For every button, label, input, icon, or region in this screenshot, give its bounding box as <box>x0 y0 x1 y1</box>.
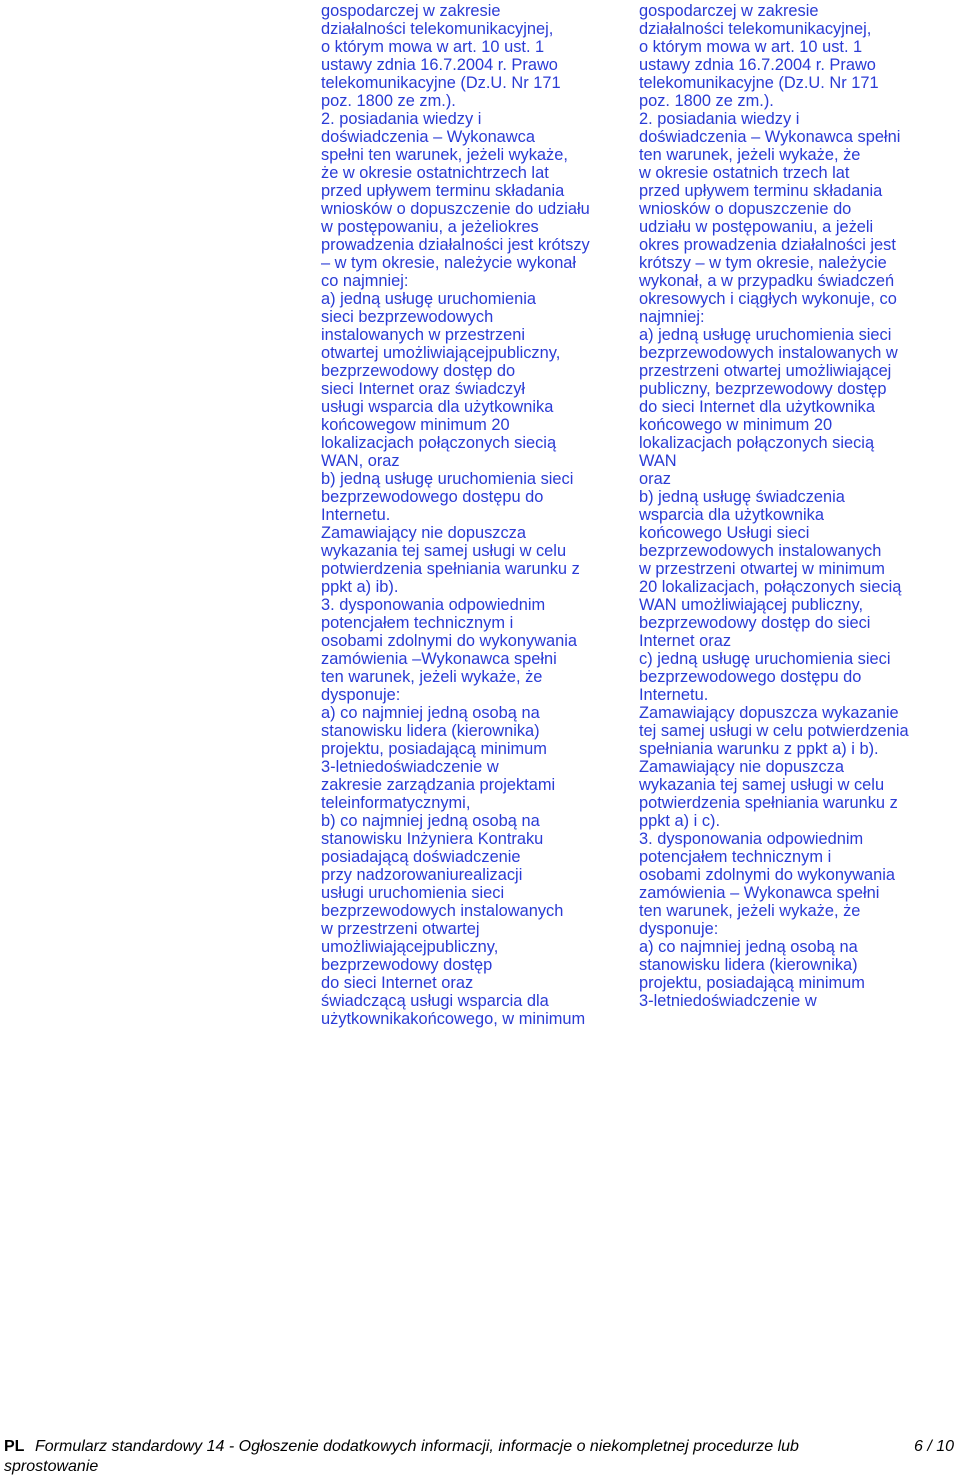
text-line: posiadającą doświadczenie <box>321 848 521 866</box>
text-line: stanowisku lidera (kierownika) <box>321 722 540 740</box>
text-line: ustawy zdnia 16.7.2004 r. Prawo <box>639 56 876 74</box>
text-line: spełniania warunku z ppkt a) i b). <box>639 740 879 758</box>
text-line: że w okresie ostatnichtrzech lat <box>321 164 549 182</box>
text-line: b) jedną usługę uruchomienia sieci <box>321 470 574 488</box>
text-line: lokalizacjach połączonych siecią <box>321 434 557 452</box>
text-line: otwartej umożliwiającejpubliczny, <box>321 344 561 362</box>
text-line: teleinformatycznymi, <box>321 794 471 812</box>
text-line: doświadczenia – Wykonawca <box>321 128 535 146</box>
text-line: zakresie zarządzania projektami <box>321 776 556 794</box>
text-line: końcowego Usługi sieci <box>639 524 810 542</box>
text-line: końcowego w minimum 20 <box>639 416 833 434</box>
text-line: dysponuje: <box>321 686 401 704</box>
text-line: okresowych i ciągłych wykonuje, co <box>639 290 897 308</box>
text-line: okres prowadzenia działalności jest <box>639 236 896 254</box>
text-line: przed upływem terminu składania <box>639 182 883 200</box>
text-line: prowadzenia działalności jest krótszy <box>321 236 590 254</box>
text-line: telekomunikacyjne (Dz.U. Nr 171 <box>639 74 879 92</box>
text-line: poz. 1800 ze zm.). <box>321 92 456 110</box>
text-line: do sieci Internet dla użytkownika <box>639 398 875 416</box>
text-line: b) co najmniej jedną osobą na <box>321 812 540 830</box>
text-line: wykazania tej samej usługi w celu <box>639 776 885 794</box>
text-line: bezprzewodowy dostęp do sieci <box>639 614 871 632</box>
text-line: 3. dysponowania odpowiednim <box>639 830 864 848</box>
text-line: sieci bezprzewodowych <box>321 308 494 326</box>
text-line: użytkownikakońcowego, w minimum <box>321 1010 586 1028</box>
text-line: poz. 1800 ze zm.). <box>639 92 774 110</box>
text-line: dysponuje: <box>639 920 719 938</box>
text-line: działalności telekomunikacyjnej, <box>321 20 554 38</box>
text-line: bezprzewodowy dostęp do <box>321 362 516 380</box>
text-line: 2. posiadania wiedzy i <box>321 110 482 128</box>
text-line: o którym mowa w art. 10 ust. 1 <box>321 38 545 56</box>
text-line: do sieci Internet oraz <box>321 974 474 992</box>
text-line: przy nadzorowaniurealizacji <box>321 866 523 884</box>
text-line: Internet oraz <box>639 632 732 650</box>
text-line: a) co najmniej jedną osobą na <box>321 704 540 722</box>
text-line: w przestrzeni otwartej <box>321 920 480 938</box>
footer-form-title: Formularz standardowy 14 - Ogłoszenie dodatkowych informacji, informacje o niekompletnej procedurze lub <box>35 1438 799 1455</box>
text-line: – w tym okresie, należycie wykonał <box>321 254 577 272</box>
text-line: doświadczenia – Wykonawca spełni <box>639 128 901 146</box>
text-line: 3-letniedoświadczenie w <box>639 992 817 1010</box>
text-line: wykonał, a w przypadku świadczeń <box>639 272 895 290</box>
text-line: potencjałem technicznym i <box>321 614 514 632</box>
text-line: końcowegow minimum 20 <box>321 416 510 434</box>
text-line: co najmniej: <box>321 272 409 290</box>
text-line: ten warunek, jeżeli wykaże, że <box>321 668 543 686</box>
text-line: zamówienia – Wykonawca spełni <box>639 884 880 902</box>
text-line: osobami zdolnymi do wykonywania <box>639 866 895 884</box>
text-line: ustawy zdnia 16.7.2004 r. Prawo <box>321 56 558 74</box>
text-line: Internetu. <box>639 686 709 704</box>
text-line: najmniej: <box>639 308 705 326</box>
text-line: krótszy – w tym okresie, należycie <box>639 254 887 272</box>
text-line: 3. dysponowania odpowiednim <box>321 596 546 614</box>
text-line: spełni ten warunek, jeżeli wykaże, <box>321 146 568 164</box>
text-line: a) co najmniej jedną osobą na <box>639 938 858 956</box>
text-line: 20 lokalizacjach, połączonych siecią <box>639 578 902 596</box>
text-line: projektu, posiadającą minimum <box>639 974 865 992</box>
text-line: Zamawiający nie dopuszcza <box>321 524 526 542</box>
text-line: bezprzewodowego dostępu do <box>321 488 544 506</box>
text-line: usługi wsparcia dla użytkownika <box>321 398 554 416</box>
text-line: Internetu. <box>321 506 391 524</box>
right-column-text <box>639 0 957 1010</box>
text-line: w przestrzeni otwartej w minimum <box>639 560 885 578</box>
text-line: telekomunikacyjne (Dz.U. Nr 171 <box>321 74 561 92</box>
text-line: oraz <box>639 470 671 488</box>
footer-language-code: PL <box>4 1438 25 1455</box>
text-line: Zamawiający nie dopuszcza <box>639 758 844 776</box>
text-line: a) jedną usługę uruchomienia sieci <box>639 326 892 344</box>
text-line: wsparcia dla użytkownika <box>639 506 824 524</box>
text-line: tej samej usługi w celu potwierdzenia <box>639 722 909 740</box>
text-line: bezprzewodowy dostęp <box>321 956 493 974</box>
text-line: potwierdzenia spełniania warunku z <box>639 794 898 812</box>
text-line: 2. posiadania wiedzy i <box>639 110 800 128</box>
text-line: ppkt a) ib). <box>321 578 399 596</box>
text-line: a) jedną usługę uruchomienia <box>321 290 537 308</box>
text-line: gospodarczej w zakresie <box>639 2 819 20</box>
text-line: ppkt a) i c). <box>639 812 721 830</box>
text-line: c) jedną usługę uruchomienia sieci <box>639 650 891 668</box>
text-line: w okresie ostatnich trzech lat <box>639 164 850 182</box>
text-line: przed upływem terminu składania <box>321 182 565 200</box>
text-line: projektu, posiadającą minimum <box>321 740 547 758</box>
text-line: WAN umożliwiającej publiczny, <box>639 596 864 614</box>
text-line: działalności telekomunikacyjnej, <box>639 20 872 38</box>
text-line: o którym mowa w art. 10 ust. 1 <box>639 38 863 56</box>
text-line: ten warunek, jeżeli wykaże, że <box>639 902 861 920</box>
text-line: wniosków o dopuszczenie do <box>639 200 852 218</box>
text-line: świadczącą usługi wsparcia dla <box>321 992 549 1010</box>
text-line: stanowisku lidera (kierownika) <box>639 956 858 974</box>
text-line: sieci Internet oraz świadczył <box>321 380 526 398</box>
text-line: wykazania tej samej usługi w celu <box>321 542 567 560</box>
text-line: w postępowaniu, a jeżeliokres <box>321 218 539 236</box>
text-line: potwierdzenia spełniania warunku z <box>321 560 580 578</box>
text-line: bezprzewodowych instalowanych w <box>639 344 898 362</box>
text-line: osobami zdolnymi do wykonywania <box>321 632 577 650</box>
text-line: instalowanych w przestrzeni <box>321 326 526 344</box>
text-line: b) jedną usługę świadczenia <box>639 488 845 506</box>
text-line: usługi uruchomienia sieci <box>321 884 505 902</box>
text-line: publiczny, bezprzewodowy dostęp <box>639 380 887 398</box>
left-column-text <box>321 0 637 1028</box>
text-line: umożliwiającejpubliczny, <box>321 938 499 956</box>
text-line: stanowisku Inżyniera Kontraku <box>321 830 544 848</box>
text-line: ten warunek, jeżeli wykaże, że <box>639 146 861 164</box>
text-line: bezprzewodowego dostępu do <box>639 668 862 686</box>
text-line: gospodarczej w zakresie <box>321 2 501 20</box>
text-line: WAN, oraz <box>321 452 400 470</box>
text-line: WAN <box>639 452 677 470</box>
text-line: przestrzeni otwartej umożliwiającej <box>639 362 892 380</box>
text-line: lokalizacjach połączonych siecią <box>639 434 875 452</box>
footer-page-number: 6 / 10 <box>914 1438 955 1455</box>
footer-form-title-continued: sprostowanie <box>4 1458 99 1475</box>
text-line: Zamawiający dopuszcza wykazanie <box>639 704 899 722</box>
text-line: wniosków o dopuszczenie do udziału <box>321 200 590 218</box>
text-line: zamówienia –Wykonawca spełni <box>321 650 557 668</box>
text-line: 3-letniedoświadczenie w <box>321 758 499 776</box>
text-line: potencjałem technicznym i <box>639 848 832 866</box>
text-line: bezprzewodowych instalowanych <box>321 902 564 920</box>
text-line: udziału w postępowaniu, a jeżeli <box>639 218 874 236</box>
text-line: bezprzewodowych instalowanych <box>639 542 882 560</box>
